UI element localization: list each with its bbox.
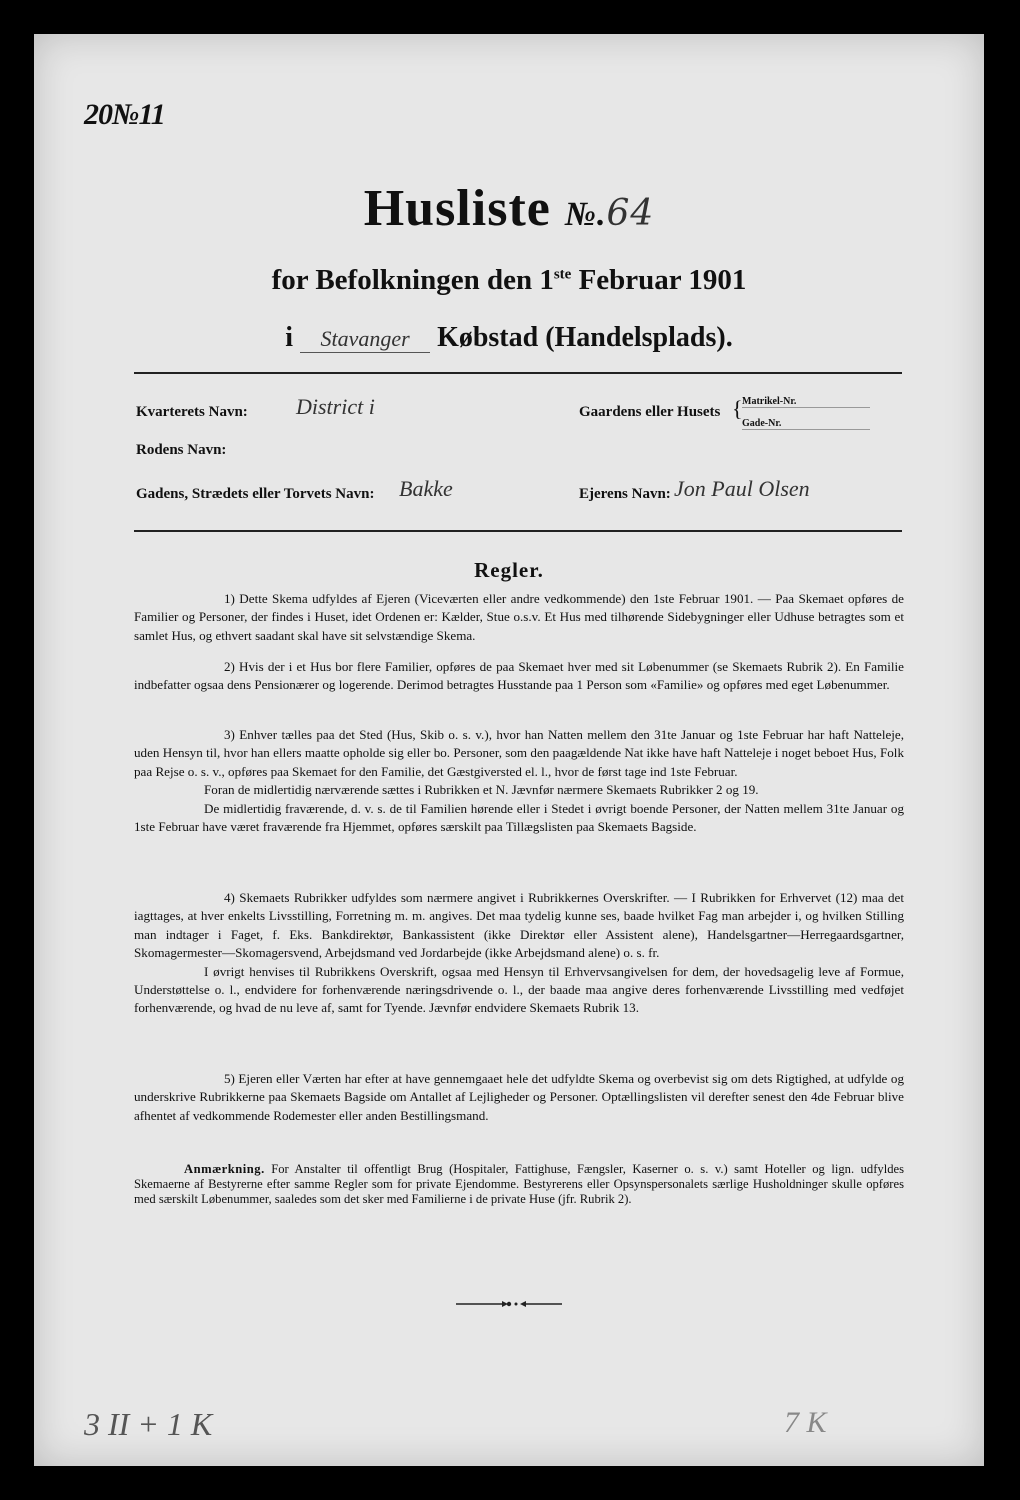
rule-4b-text: I øvrigt henvises til Rubrikkens Overskrift, ogsaa med Hensyn til Erhvervsangivelsen for dem, der hovedsagelig leve af Formue, Understøttelse o. l., endvidere for forhenværende næringsdrivende o. l., der baade maa angive deres forhenværende Livsstilling med vedføjet forhenværende, og hvad de nu leve af, samt for Tyende. Jævnfør endvidere Skemaets Rubrik 13. xyxy=(134,963,904,1016)
rule-5 xyxy=(134,1070,904,1125)
ornament-divider-icon xyxy=(454,1298,564,1310)
rule-5-text: 5) Ejeren eller Værten har efter at have gennemgaaet hele det udfyldte Skema og overbevist sig om dets Rigtighed, at udfylde og underskrive Rubrikkerne paa Skemaets Bagside om Antallet af Lejligheder og Personer. Optællingslisten vil derefter senest den 4de Februar blive afhentet af vedkommende Rodemester eller anden Bestillingsmand. xyxy=(134,1071,904,1123)
gade-label: Gadens, Strædets eller Torvets Navn: xyxy=(136,486,375,502)
rule-1-text: 1) Dette Skema udfyldes af Ejeren (Viceværten eller andre vedkommende) den 1ste Februar 1901. — Paa Skemaet opføres de Familier og Personer, der findes i Huset, idet Ordenen er: Kælder, Stue o.s.v. Et Hus med tilhørende Sidebygninger eller Udhuse betragtes som et samlet Hus, og ethvert saadant skal have sit selvstændige Skema. xyxy=(134,591,904,643)
document-page xyxy=(34,34,984,1466)
rule-4-text: 4) Skemaets Rubrikker udfyldes som nærmere angivet i Rubrikkernes Overskrifter. — I Rubrikken for Erhvervet (12) maa det iagttages, at hver enkelts Livsstilling, Forretning m. m. angives. Det maa tydelig kunne ses, baade hvilket Fag man arbejder i, og hvilken Stilling man indtager i Faget, f. Eks. Bankdirektør, Bankassistent (ikke Direktør eller Assistent alene), Handelsgartner—Herregaardsgartner, Skomagermester—Skomagersvend, Arbejdsmand ved Jordarbejde (ikke Arbejdsmand alene) o. s. fr. xyxy=(134,890,904,961)
census-date-sup: ste xyxy=(553,266,572,283)
ejer-value: Jon Paul Olsen xyxy=(674,476,810,501)
matrikel-label: Matrikel-Nr. xyxy=(742,396,870,408)
kvarter-label: Kvarterets Navn: xyxy=(136,404,248,420)
town-type: Købstad (Handelsplads). xyxy=(437,322,733,353)
rule-2 xyxy=(134,658,904,695)
census-date-post: Februar 1901 xyxy=(571,264,747,296)
rules-title: Regler. xyxy=(474,558,544,582)
archive-stamp: 20№11 xyxy=(84,98,165,131)
kvarter-value: District i xyxy=(296,394,375,419)
note-text: For Anstalter til offentligt Brug (Hospitaler, Fattighuse, Fængsler, Kaserner o. s. v.) samt Hoteller og lign. udfyldes Skemaerne af Bestyrerne efter samme Regler som for private Ejendomme. Bestyrerens eller Opsynspersonalets særlige Husholdninger skulle opføres med særskilt Løbenummer, saaledes som det sker med Familierne i de private Huse (jfr. Rubrik 2). xyxy=(134,1162,904,1206)
roden-label: Rodens Navn: xyxy=(136,442,227,458)
margin-note: 3 II + 1 K xyxy=(84,1406,213,1442)
brace-icon: { xyxy=(732,396,743,421)
census-date-pre: for Befolkningen den 1 xyxy=(271,264,554,296)
margin-note-right: 7 K xyxy=(784,1406,827,1439)
town-name: Stavanger xyxy=(300,326,430,353)
gaard-label: Gaardens eller Husets xyxy=(579,404,721,420)
note-label: Anmærkning. xyxy=(184,1162,265,1176)
census-date-line xyxy=(34,264,984,297)
gade-value: Bakke xyxy=(399,476,453,501)
number-prefix: №. xyxy=(564,196,607,233)
town-prefix: i xyxy=(285,322,294,353)
rule-1 xyxy=(134,590,904,645)
town-line xyxy=(34,322,984,354)
rule-3b-text: Foran de midlertidig nærværende sættes i Rubrikken et N. Jævnfør nærmere Skemaets Rubrikker 2 og 19. xyxy=(204,782,759,798)
house-number: 64 xyxy=(606,193,655,234)
header-rule xyxy=(134,372,902,374)
rule-3-text: 3) Enhver tælles paa det Sted (Hus, Skib o. s. v.), hvor han Natten mellem den 31te Januar og 1ste Februar har haft Natteleje, uden Hensyn til, hvor han ellers maatte opholde sig eller bo. Personer, som den paagældende Nat ikke have haft Natteleje i noget beboet Hus, Folk paa Rejse o. s. v., opføres paa Skemaet for den Familie, det Gæstgiversted el. l., hvor de først tage ind 1ste Februar. xyxy=(134,727,904,779)
rule-3 xyxy=(134,726,904,836)
gade-nr-label: Gade-Nr. xyxy=(742,418,870,430)
ejer-label: Ejerens Navn: xyxy=(579,486,671,502)
fields-rule xyxy=(134,530,902,532)
annotation-note xyxy=(134,1162,904,1207)
rule-4 xyxy=(134,889,904,1018)
form-title xyxy=(34,179,984,238)
rule-2-text: 2) Hvis der i et Hus bor flere Familier, opføres de paa Skemaet hver med sit Løbenummer (se Skemaets Rubrik 2). En Familie indbefatter ogsaa dens Pensionærer og logerende. Derimod betragtes Husstande paa 1 Person som «Familie» og opføres med eget Løbenummer. xyxy=(134,659,904,693)
rule-3c-text: De midlertidig fraværende, d. v. s. de til Familien hørende eller i Stedet i øvrigt boende Personer, der Natten mellem 31te Januar og 1ste Februar have været fraværende fra Hjemmet, opføres særskilt paa Tillægslisten paa Skemaets Bagside. xyxy=(134,800,904,835)
title-text: Husliste xyxy=(363,180,551,237)
